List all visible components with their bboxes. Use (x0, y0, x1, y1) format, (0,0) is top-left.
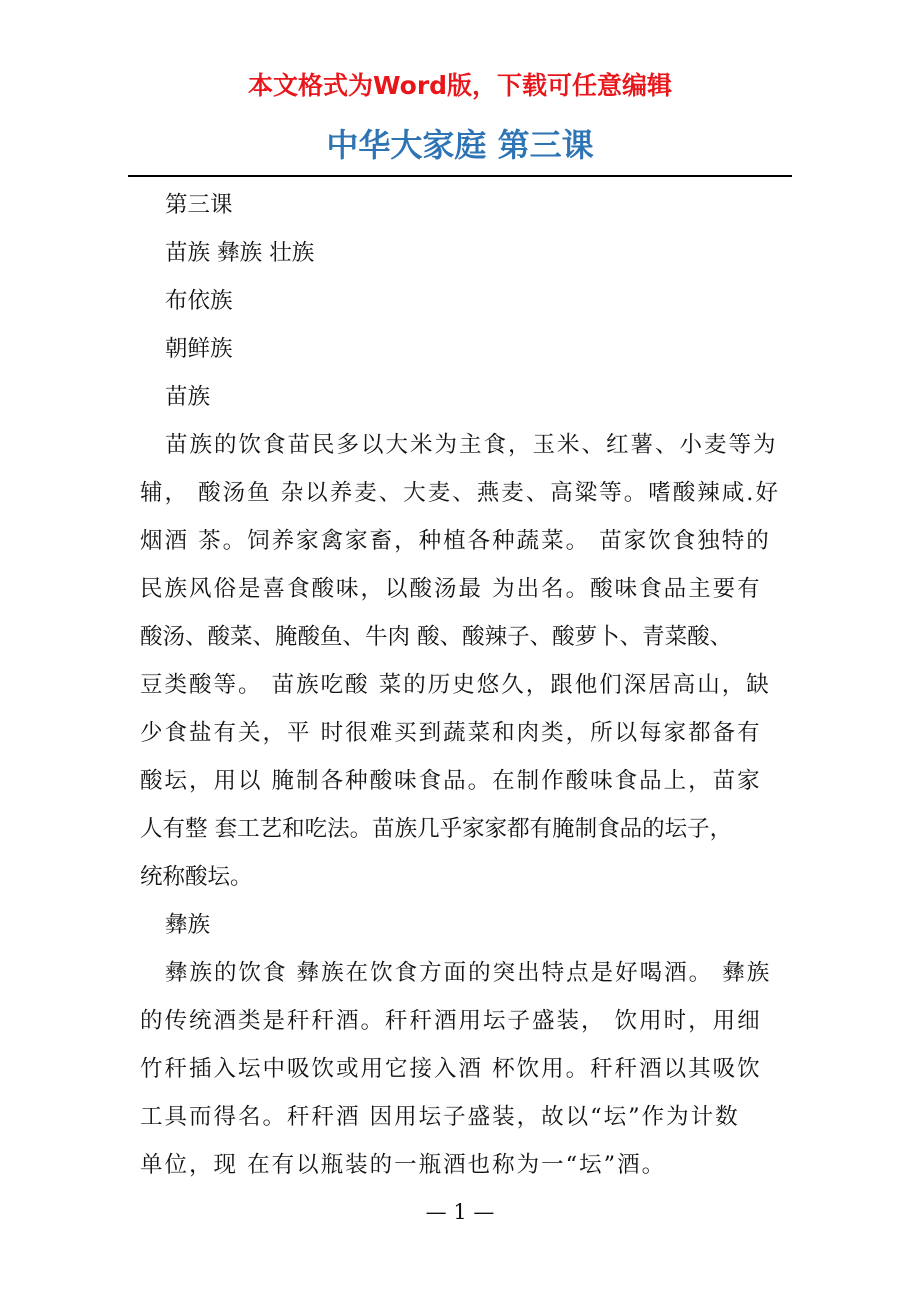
paragraph-line: 辅， 酸汤鱼 杂以养麦、大麦、燕麦、高粱等。嗜酸辣咸.好 (140, 480, 780, 506)
ethnic-groups-line: 布依族 (165, 288, 233, 314)
paragraph-line: 民族风俗是喜食酸味，以酸汤最 为出名。酸味食品主要有 (140, 576, 762, 602)
paragraph-line: 烟酒 茶。饲养家禽家畜，种植各种蔬菜。 苗家饮食独特的 (140, 528, 771, 554)
ethnic-groups-line: 苗族 彝族 壮族 (165, 240, 315, 266)
paragraph-line: 苗族的饮食苗民多以大米为主食，玉米、红薯、小麦等为 (165, 432, 778, 458)
paragraph-line: 工具而得名。秆秆酒 因用坛子盛装，故以“坛”作为计数 (140, 1104, 740, 1130)
section-heading: 第三课 (165, 192, 233, 218)
paragraph-line: 单位，现 在有以瓶装的一瓶酒也称为一“坛”酒。 (140, 1152, 667, 1178)
paragraph-line: 彝族的饮食 彝族在饮食方面的突出特点是好喝酒。 彝族 (165, 960, 772, 986)
paragraph-line: 酸汤、酸菜、腌酸鱼、牛肉 酸、酸辣子、酸萝卜、青菜酸、 (140, 624, 733, 650)
paragraph-line: 豆类酸等。 苗族吃酸 菜的历史悠久，跟他们深居高山，缺 (140, 672, 771, 698)
page-title: 中华大家庭 第三课 (326, 126, 594, 164)
paragraph-line: 酸坛，用以 腌制各种酸味食品。在制作酸味食品上，苗家 (140, 768, 762, 794)
format-banner: 本文格式为Word版，下载可任意编辑 (247, 71, 673, 100)
ethnic-groups-line: 朝鲜族 (165, 336, 233, 362)
header-divider (128, 175, 792, 177)
subsection-heading-miao: 苗族 (165, 384, 211, 410)
paragraph-line: 的传统酒类是秆秆酒。秆秆酒用坛子盛装， 饮用时，用细 (140, 1008, 762, 1034)
paragraph-line: 竹秆插入坛中吸饮或用它接入酒 杯饮用。秆秆酒以其吸饮 (140, 1056, 762, 1082)
paragraph-line: 少食盐有关，平 时很难买到蔬菜和肉类，所以每家都备有 (140, 720, 762, 746)
page-number: — 1 — (425, 1200, 495, 1224)
document-body (140, 181, 794, 1189)
paragraph-line: 统称酸坛。 (140, 864, 253, 890)
subsection-heading-yi: 彝族 (165, 912, 211, 938)
paragraph-line: 人有整 套工艺和吃法。苗族几乎家家都有腌制食品的坛子， (140, 816, 733, 842)
